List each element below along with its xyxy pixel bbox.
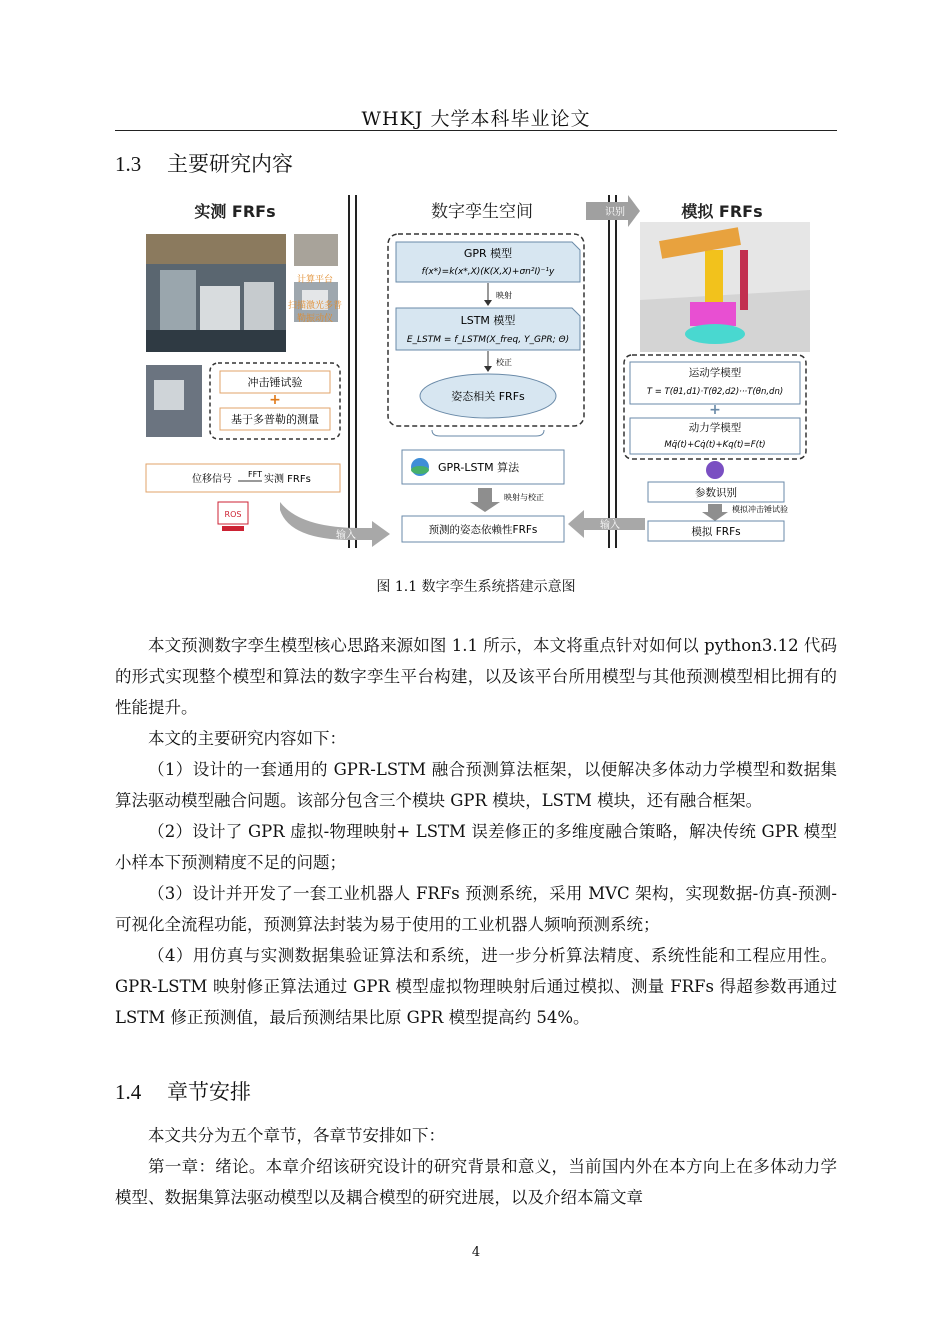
section-number: 1.3 [115,152,142,176]
gpr-formula: f(x*)=k(x*,X)(K(X,X)+σn²I)⁻¹y [421,267,555,277]
mapping-label: 映射 [496,291,512,300]
paragraph: （3）设计并开发了一套工业机器人 FRFs 预测系统，采用 MVC 架构，实现数据-仿真-预测-可视化全流程功能，预测算法封装为易于使用的工业机器人频响预测系统； [115,884,837,934]
page-number: 4 [471,1245,481,1260]
figure-diagram [140,190,812,552]
input-right-label: 输入 [600,520,620,531]
paragraph: 本文预测数字孪生模型核心思路来源如图 1.1 所示，本文将重点针对如何以 python3.12 代码的形式实现整个模型和算法的数字孪生平台构建，以及该平台所用模型与其他预测模型相比拥有的性能提升。 [115,636,837,717]
left-title: 实测 FRFs [194,202,276,221]
param-identify-label: 参数识别 [695,487,737,499]
paragraph: 第一章：绪论。本章介绍该研究设计的研究背景和意义，当前国内外在本方向上在多体动力学模型、数据集算法驱动模型以及耦合模型的研究进展，以及介绍本篇文章 [115,1157,837,1207]
kinematic-formula: T = T(θ1,d1)·T(θ2,d2)···T(θn,dn) [646,387,784,397]
section-1-3-body [115,630,837,1033]
svg-text:+: + [709,402,721,418]
gpr-model-label: GPR 模型 [463,247,513,260]
section-heading-1-3 [115,148,293,178]
kinematic-label: 运动学模型 [688,367,742,379]
predicted-label: 预测的姿态依赖性FRFs [428,524,538,536]
identify-icon [706,461,724,479]
paragraph: （2）设计了 GPR 虚拟-物理映射+ LSTM 误差修正的多维度融合策略，解决传统 GPR 模型小样本下预测精度不足的问题； [115,822,837,872]
lstm-formula: E_LSTM = f_LSTM(X_freq, Y_GPR; Θ) [406,335,570,345]
dynamic-label: 动力学模型 [688,422,742,434]
pose-frfs-label: 姿态相关 FRFs [451,390,525,403]
svg-text:ROS: ROS [224,510,242,519]
down-arrow [470,488,500,512]
mid-title: 数字孪生空间 [431,202,533,222]
gpr-lstm-label: GPR-LSTM 算法 [438,461,520,474]
measured-frfs-label: 实测 FRFs [264,474,311,485]
section-1-4-body [115,1120,837,1213]
paragraph: 本文共分为五个章节，各章节安排如下： [148,1126,445,1145]
doppler-label: 基于多普勒的测量 [231,413,319,426]
section-heading-1-4 [115,1076,251,1106]
header-rule [115,130,837,131]
paragraph: （4）用仿真与实测数据集验证算法和系统，进一步分析算法精度、系统性能和工程应用性。GPR-LSTM 映射修正算法通过 GPR 模型虚拟物理映射后通过模拟、测量 FRFs 得超参数再通过 LSTM 修正预测值，最后预测结果比原 GPR 模型提高约 54%。 [115,946,837,1027]
platform-photo [294,234,338,266]
map-correct-label: 映射与校正 [504,493,544,502]
identify-label: 识别 [605,207,625,218]
calc-platform-label: 计算平台 [296,275,334,285]
laser-label-2: 勒振动仪 [296,314,334,324]
sim-frfs-label: 模拟 FRFs [691,526,741,538]
paragraph: （1）设计的一套通用的 GPR-LSTM 融合预测算法框架，以便解决多体动力学模型和数据集算法驱动模型融合问题。该部分包含三个模块 GPR 模块，LSTM 模块，还有融合框架。 [115,760,837,810]
page-header: WHKJ 大学本科毕业论文 [361,108,591,130]
figure-caption: 图 1.1 数字孪生系统搭建示意图 [376,579,576,595]
input-left-label: 输入 [336,530,356,541]
impact-test-label: 冲击锤试验 [247,376,303,389]
dynamic-formula: Mq̈(t)+Cq̇(t)+Kq(t)=F(t) [664,440,766,450]
input-arrow-left [280,502,390,547]
sim-impact-label: 模拟冲击锤试验 [732,505,788,514]
section-title: 主要研究内容 [167,152,293,176]
correction-label: 校正 [496,358,512,367]
paragraph: 本文的主要研究内容如下： [148,729,346,748]
figure-digital-twin [140,190,812,552]
disp-signal-box [146,464,340,492]
laser-label-1: 扫描激光多普 [287,301,343,311]
svg-text:+: + [269,392,281,408]
disp-signal-label: 位移信号 [192,474,232,485]
section-title: 章节安排 [167,1080,251,1104]
lstm-model-label: LSTM 模型 [460,314,516,327]
fft-label: FFT [248,470,262,479]
section-number: 1.4 [115,1080,142,1104]
right-title: 模拟 FRFs [681,202,763,221]
